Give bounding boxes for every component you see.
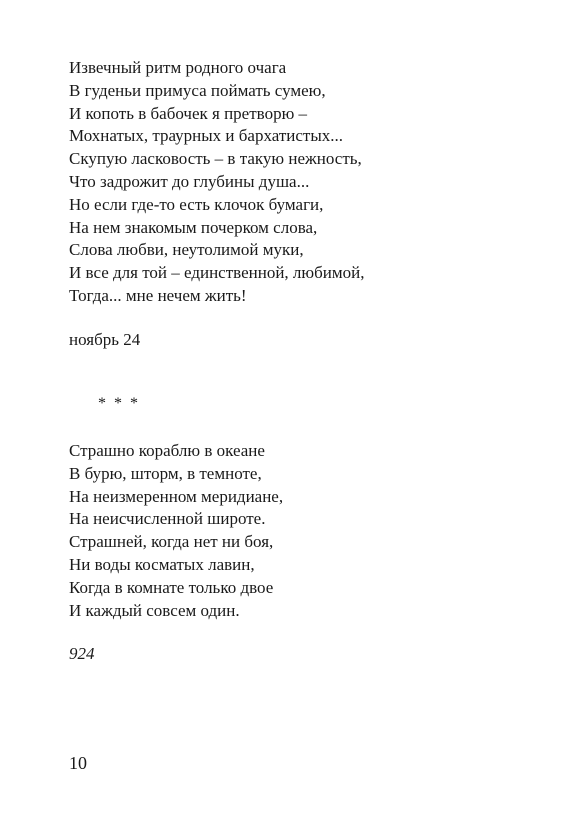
poem-line: Когда в комнате только двое: [69, 577, 274, 597]
poem-line: Тогда... мне нечем жить!: [69, 285, 247, 305]
poem-line: На неисчисленной широте.: [69, 509, 266, 529]
poem-line: В гуденьи примуса поймать сумею,: [69, 80, 326, 100]
poem-line: Мохнатых, траурных и бархатистых...: [69, 126, 344, 146]
poem-line: И все для той – единственной, любимой,: [69, 263, 365, 283]
poem-line: Слова любви, неутолимой муки,: [69, 240, 304, 260]
poem-2-date: 924: [69, 644, 95, 663]
poem-line: Ни воды косматых лавин,: [69, 554, 255, 574]
poem-1: [69, 57, 364, 308]
poem-line: И каждый совсем один.: [69, 600, 240, 620]
poem-line: Скупую ласковость – в такую нежность,: [69, 149, 362, 169]
poem-line: На нем знакомым почерком слова,: [69, 217, 318, 237]
poem-line: На неизмеренном меридиане,: [69, 486, 284, 506]
poem-1-date: ноябрь 24: [69, 330, 141, 349]
poem-line: Что задрожит до глубины душа...: [69, 171, 310, 191]
poem-line: Страшно кораблю в океане: [69, 441, 265, 460]
poem-line: Но если где-то есть клочок бумаги,: [69, 194, 324, 214]
poem-line: В бурю, шторм, в темноте,: [69, 463, 262, 483]
section-separator: * * *: [98, 395, 140, 412]
page-number: 10: [69, 753, 87, 773]
poem-line: Извечный ритм родного очага: [69, 58, 287, 77]
poem-line: Страшней, когда нет ни боя,: [69, 532, 274, 552]
poem-2: [69, 440, 283, 622]
poem-line: И копоть в бабочек я претворю –: [69, 103, 308, 123]
